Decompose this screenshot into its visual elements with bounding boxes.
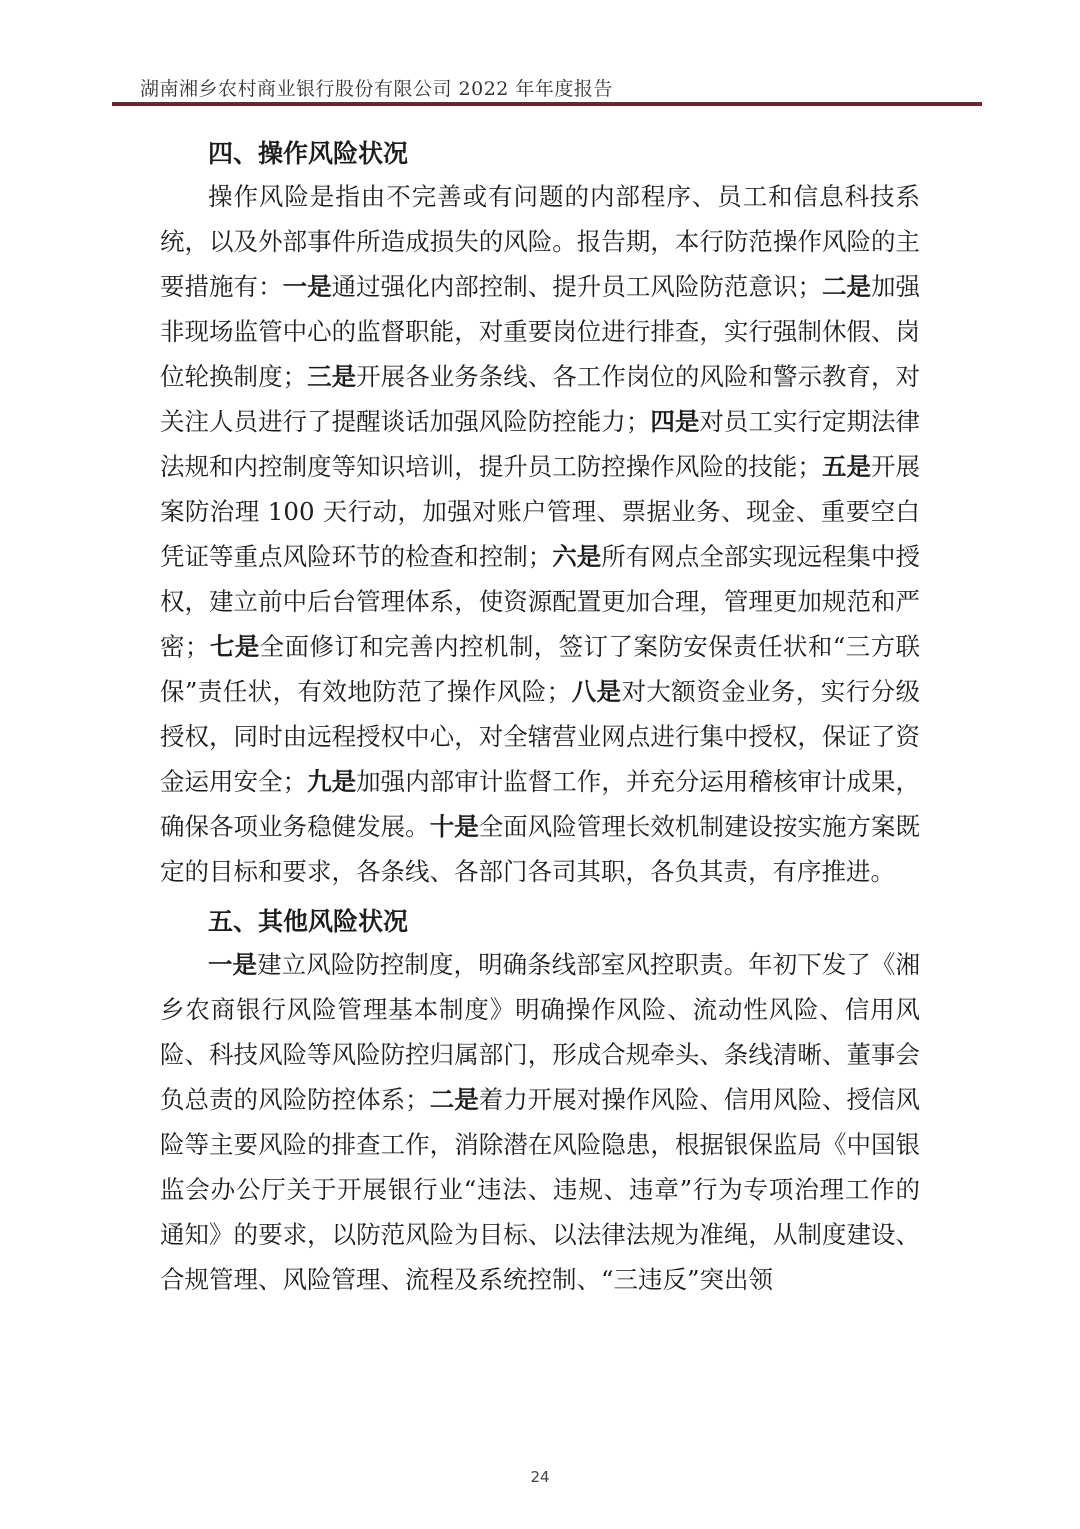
text-run-bold: 二是 — [429, 1085, 479, 1114]
text-run-bold: 四是 — [650, 407, 700, 436]
text-run: 对大额资金业务，实行分级授权，同时由远程授权中心，对全辖营业网点进行集中授权，保证了资金运用安全； — [160, 677, 921, 796]
text-run-bold: 一是 — [208, 950, 258, 979]
text-run: 全面风险管理长效机制建设按实施方案既定的目标和要求，各条线、各部门各司其职，各负其责，有序推进。 — [160, 812, 921, 886]
text-run: 对员工实行定期法律法规和内控制度等知识培训，提升员工防控操作风险的技能； — [160, 407, 921, 481]
text-run: 全面修订和完善内控机制，签订了案防安保责任状和“三方联保”责任状，有效地防范了操作风险； — [160, 632, 921, 706]
text-run: 建立风险防控制度，明确条线部室风控职责。年初下发了《湘乡农商银行风险管理基本制度》明确操作风险、流动性风险、信用风险、科技风险等风险防控归属部门，形成合规牵头、条线清晰、董事会负总责的风险防控体系； — [160, 950, 920, 1114]
text-run-bold: 五是 — [821, 452, 871, 481]
text-run: 所有网点全部实现远程集中授权，建立前中后台管理体系，使资源配置更加合理，管理更加规范和严密； — [160, 542, 921, 661]
text-run: 通过强化内部控制、提升员工风险防范意识； — [331, 272, 822, 301]
header-divider — [112, 102, 982, 106]
text-run-bold: 八是 — [571, 677, 622, 706]
report-header-title: 湖南湘乡农村商业银行股份有限公司 2022 年年度报告 — [140, 78, 613, 100]
text-run: 操作风险是指由不完善或有问题的内部程序、员工和信息科技系统，以及外部事件所造成损失的风险。报告期，本行防范操作风险的主要措施有： — [160, 182, 920, 301]
text-run: 开展各业务条线、各工作岗位的风险和警示教育，对关注人员进行了提醒谈话加强风险防控能力； — [160, 362, 921, 436]
text-run-bold: 九是 — [307, 767, 357, 796]
paragraph-other-risk — [160, 942, 920, 1302]
text-run-bold: 二是 — [821, 272, 872, 301]
page-number: 24 — [530, 1468, 550, 1486]
text-run: 着力开展对操作风险、信用风险、授信风险等主要风险的排查工作，消除潜在风险隐患，根据银保监局《中国银监会办公厅关于开展银行业“违法、违规、违章”行为专项治理工作的通知》的要求，以防范风险为目标、以法律法规为准绳，从制度建设、合规管理、风险管理、流程及系统控制、“三违反”突出领 — [160, 1085, 921, 1294]
section-heading-operational-risk: 四、操作风险状况 — [208, 139, 409, 168]
text-run-bold: 七是 — [209, 632, 260, 661]
text-run-bold: 六是 — [552, 542, 602, 571]
section-heading-other-risk: 五、其他风险状况 — [208, 907, 409, 936]
text-run-bold: 三是 — [307, 362, 357, 391]
text-run-bold: 一是 — [282, 272, 332, 301]
page-body — [160, 130, 920, 1302]
paragraph-operational-risk — [160, 174, 920, 894]
text-run-bold: 十是 — [429, 812, 479, 841]
text-run: 加强非现场监管中心的监督职能，对重要岗位进行排查，实行强制休假、岗位轮换制度； — [160, 272, 921, 391]
text-run: 加强内部审计监督工作，并充分运用稽核审计成果，确保各项业务稳健发展。 — [160, 767, 921, 841]
text-run: 开展案防治理 100 天行动，加强对账户管理、票据业务、现金、重要空白凭证等重点风险环节的检查和控制； — [160, 452, 921, 571]
